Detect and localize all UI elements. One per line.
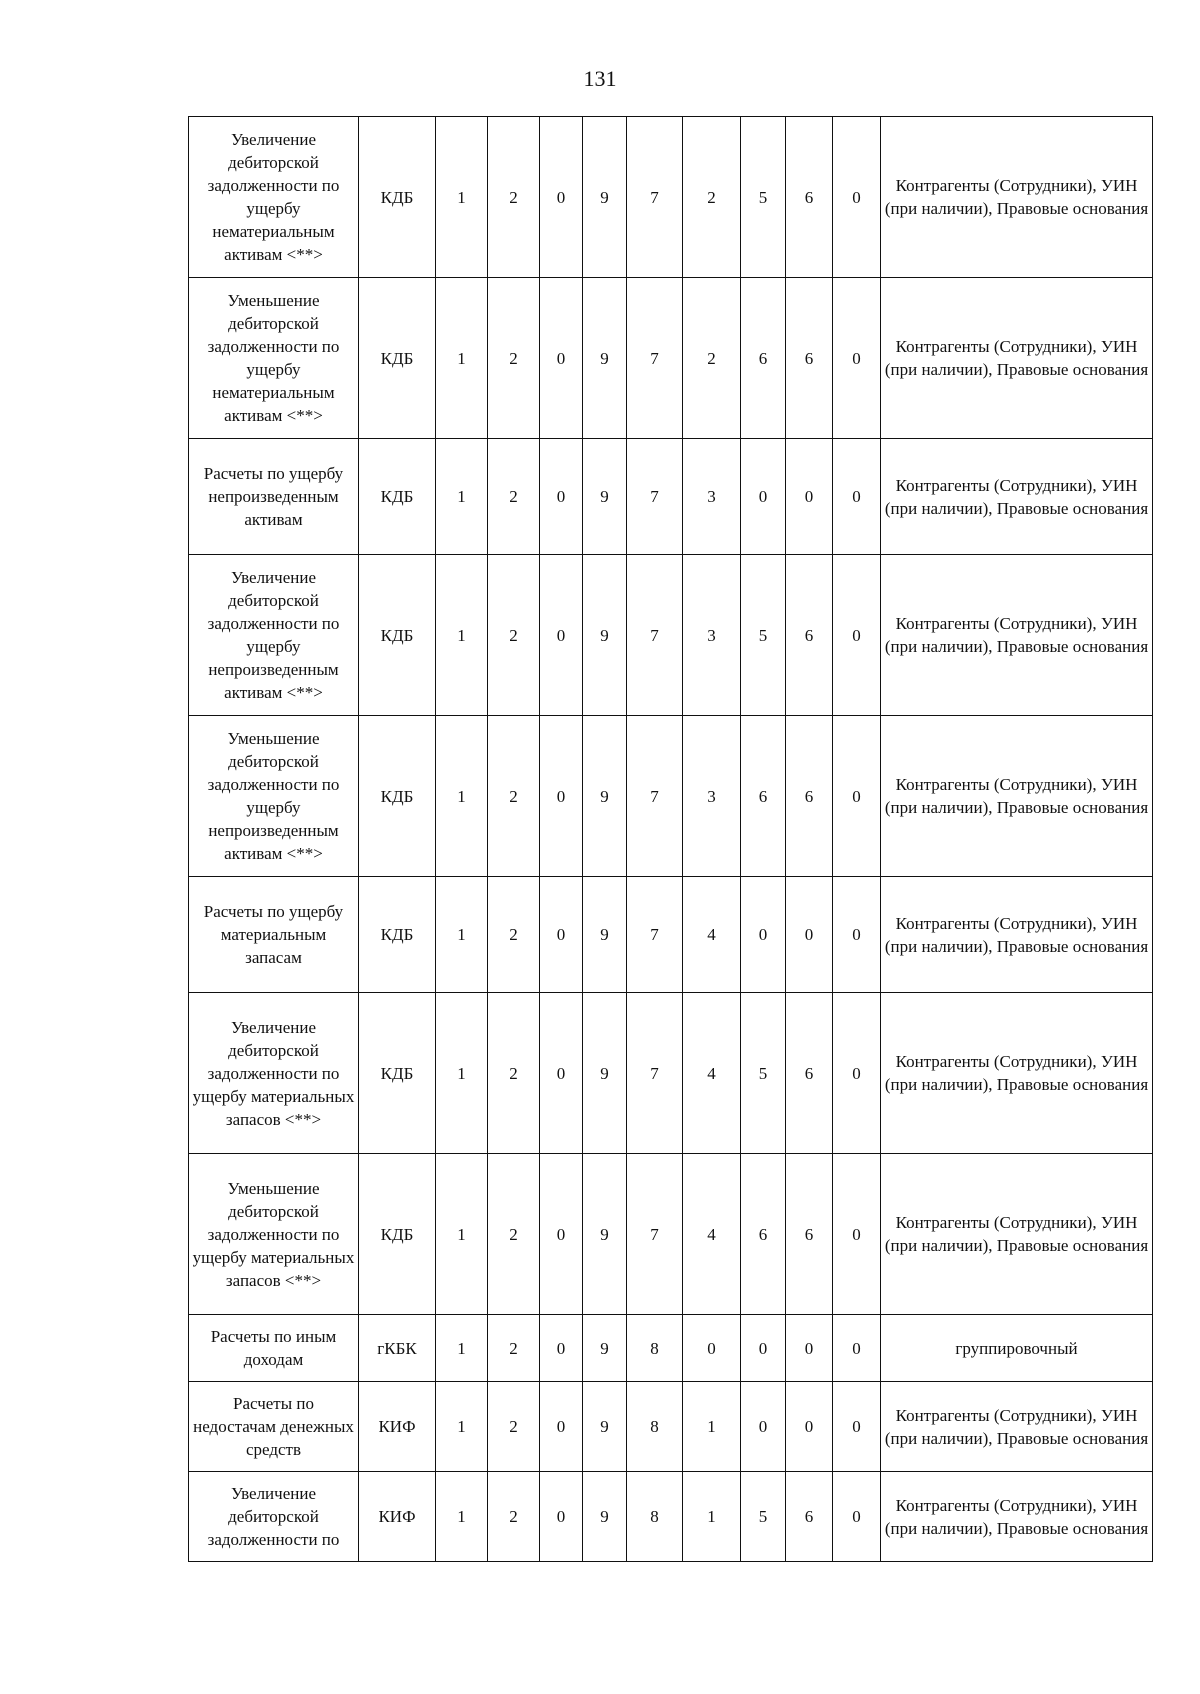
account-digit-cell: 5 — [741, 1472, 786, 1562]
table-row — [189, 1154, 1153, 1315]
account-digit-cell: 9 — [583, 1472, 627, 1562]
account-digit-cell: 2 — [488, 1472, 540, 1562]
account-digit-cell: 5 — [741, 993, 786, 1154]
code-type-cell: КДБ — [359, 716, 436, 877]
account-digit-cell: 1 — [436, 1382, 488, 1472]
account-digit-cell: 6 — [741, 716, 786, 877]
account-digit-cell: 1 — [436, 993, 488, 1154]
account-digit-cell: 1 — [683, 1472, 741, 1562]
account-digit-cell: 0 — [786, 877, 833, 993]
account-digit-cell: 1 — [436, 117, 488, 278]
account-digit-cell: 0 — [741, 439, 786, 555]
account-digit-cell: 9 — [583, 877, 627, 993]
account-name-cell: Расчеты по иным доходам — [189, 1315, 359, 1382]
account-digit-cell: 2 — [488, 117, 540, 278]
account-digit-cell: 1 — [683, 1382, 741, 1472]
account-digit-cell: 0 — [833, 117, 881, 278]
table-row — [189, 877, 1153, 993]
account-digit-cell: 9 — [583, 1154, 627, 1315]
account-digit-cell: 2 — [683, 278, 741, 439]
analytics-cell: Контрагенты (Сотрудники), УИН (при наличии), Правовые основания — [881, 1382, 1153, 1472]
account-digit-cell: 1 — [436, 877, 488, 993]
account-digit-cell: 2 — [488, 716, 540, 877]
analytics-cell: Контрагенты (Сотрудники), УИН (при наличии), Правовые основания — [881, 117, 1153, 278]
code-type-cell: КИФ — [359, 1382, 436, 1472]
analytics-cell: Контрагенты (Сотрудники), УИН (при наличии), Правовые основания — [881, 278, 1153, 439]
account-digit-cell: 2 — [488, 1315, 540, 1382]
account-digit-cell: 2 — [488, 278, 540, 439]
account-digit-cell: 1 — [436, 1472, 488, 1562]
analytics-cell: Контрагенты (Сотрудники), УИН (при наличии), Правовые основания — [881, 1154, 1153, 1315]
account-digit-cell: 1 — [436, 439, 488, 555]
account-name-cell: Расчеты по ущербу непроизведенным активам — [189, 439, 359, 555]
account-digit-cell: 7 — [627, 278, 683, 439]
account-digit-cell: 6 — [786, 716, 833, 877]
account-digit-cell: 0 — [741, 1382, 786, 1472]
account-name-cell: Расчеты по недостачам денежных средств — [189, 1382, 359, 1472]
account-name-cell: Уменьшение дебиторской задолженности по ущербу непроизведенным активам <**> — [189, 716, 359, 877]
account-digit-cell: 6 — [786, 278, 833, 439]
analytics-cell: Контрагенты (Сотрудники), УИН (при наличии), Правовые основания — [881, 877, 1153, 993]
page-number: 131 — [583, 66, 617, 91]
account-digit-cell: 0 — [833, 993, 881, 1154]
table-row — [189, 278, 1153, 439]
account-digit-cell: 5 — [741, 117, 786, 278]
account-digit-cell: 1 — [436, 1154, 488, 1315]
account-digit-cell: 2 — [488, 1382, 540, 1472]
account-name-cell: Увеличение дебиторской задолженности по ущербу материальных запасов <**> — [189, 993, 359, 1154]
account-digit-cell: 9 — [583, 993, 627, 1154]
account-digit-cell: 9 — [583, 1315, 627, 1382]
account-digit-cell: 7 — [627, 1154, 683, 1315]
account-digit-cell: 7 — [627, 555, 683, 716]
account-digit-cell: 2 — [683, 117, 741, 278]
account-digit-cell: 7 — [627, 993, 683, 1154]
account-digit-cell: 3 — [683, 555, 741, 716]
account-digit-cell: 0 — [833, 1154, 881, 1315]
account-digit-cell: 6 — [786, 1472, 833, 1562]
table-row — [189, 1472, 1153, 1562]
account-digit-cell: 0 — [540, 439, 583, 555]
account-digit-cell: 6 — [741, 278, 786, 439]
account-digit-cell: 4 — [683, 1154, 741, 1315]
account-digit-cell: 0 — [540, 877, 583, 993]
analytics-cell: группировочный — [881, 1315, 1153, 1382]
code-type-cell: КДБ — [359, 117, 436, 278]
account-digit-cell: 2 — [488, 1154, 540, 1315]
code-type-cell: КДБ — [359, 278, 436, 439]
account-digit-cell: 9 — [583, 117, 627, 278]
account-digit-cell: 1 — [436, 1315, 488, 1382]
account-digit-cell: 7 — [627, 716, 683, 877]
account-digit-cell: 6 — [786, 1154, 833, 1315]
account-name-cell: Увеличение дебиторской задолженности по ущербу нематериальным активам <**> — [189, 117, 359, 278]
account-digit-cell: 0 — [833, 439, 881, 555]
account-name-cell: Уменьшение дебиторской задолженности по ущербу материальных запасов <**> — [189, 1154, 359, 1315]
account-digit-cell: 5 — [741, 555, 786, 716]
account-digit-cell: 6 — [741, 1154, 786, 1315]
code-type-cell: КДБ — [359, 877, 436, 993]
account-digit-cell: 0 — [786, 439, 833, 555]
account-digit-cell: 0 — [540, 993, 583, 1154]
analytics-cell: Контрагенты (Сотрудники), УИН (при наличии), Правовые основания — [881, 439, 1153, 555]
account-digit-cell: 6 — [786, 117, 833, 278]
account-digit-cell: 0 — [540, 1472, 583, 1562]
account-digit-cell: 4 — [683, 993, 741, 1154]
account-digit-cell: 0 — [540, 1382, 583, 1472]
account-digit-cell: 1 — [436, 716, 488, 877]
account-name-cell: Увеличение дебиторской задолженности по — [189, 1472, 359, 1562]
account-digit-cell: 9 — [583, 716, 627, 877]
account-digit-cell: 0 — [833, 278, 881, 439]
account-name-cell: Расчеты по ущербу материальным запасам — [189, 877, 359, 993]
account-digit-cell: 3 — [683, 439, 741, 555]
account-digit-cell: 0 — [833, 877, 881, 993]
account-digit-cell: 0 — [540, 278, 583, 439]
account-digit-cell: 0 — [786, 1382, 833, 1472]
account-digit-cell: 9 — [583, 1382, 627, 1472]
account-digit-cell: 0 — [741, 877, 786, 993]
table-row — [189, 716, 1153, 877]
account-digit-cell: 6 — [786, 555, 833, 716]
analytics-cell: Контрагенты (Сотрудники), УИН (при наличии), Правовые основания — [881, 555, 1153, 716]
account-digit-cell: 8 — [627, 1382, 683, 1472]
account-digit-cell: 1 — [436, 278, 488, 439]
account-digit-cell: 0 — [786, 1315, 833, 1382]
accounts-table — [188, 116, 1153, 1562]
code-type-cell: КИФ — [359, 1472, 436, 1562]
account-digit-cell: 0 — [540, 1154, 583, 1315]
account-digit-cell: 7 — [627, 117, 683, 278]
analytics-cell: Контрагенты (Сотрудники), УИН (при наличии), Правовые основания — [881, 993, 1153, 1154]
account-digit-cell: 3 — [683, 716, 741, 877]
account-digit-cell: 8 — [627, 1472, 683, 1562]
account-name-cell: Увеличение дебиторской задолженности по ущербу непроизведенным активам <**> — [189, 555, 359, 716]
table-row — [189, 993, 1153, 1154]
account-digit-cell: 0 — [683, 1315, 741, 1382]
account-digit-cell: 4 — [683, 877, 741, 993]
table-row — [189, 1382, 1153, 1472]
account-digit-cell: 6 — [786, 993, 833, 1154]
analytics-cell: Контрагенты (Сотрудники), УИН (при наличии), Правовые основания — [881, 1472, 1153, 1562]
account-digit-cell: 0 — [833, 716, 881, 877]
account-digit-cell: 0 — [540, 716, 583, 877]
code-type-cell: КДБ — [359, 993, 436, 1154]
code-type-cell: КДБ — [359, 1154, 436, 1315]
code-type-cell: КДБ — [359, 555, 436, 716]
account-digit-cell: 2 — [488, 877, 540, 993]
account-digit-cell: 0 — [540, 555, 583, 716]
table-row — [189, 439, 1153, 555]
table-row — [189, 1315, 1153, 1382]
code-type-cell: КДБ — [359, 439, 436, 555]
account-digit-cell: 2 — [488, 993, 540, 1154]
table-row — [189, 555, 1153, 716]
table-body — [189, 117, 1153, 1562]
account-digit-cell: 0 — [540, 1315, 583, 1382]
analytics-cell: Контрагенты (Сотрудники), УИН (при наличии), Правовые основания — [881, 716, 1153, 877]
account-digit-cell: 9 — [583, 278, 627, 439]
table-row — [189, 117, 1153, 278]
account-digit-cell: 0 — [833, 1472, 881, 1562]
account-name-cell: Уменьшение дебиторской задолженности по ущербу нематериальным активам <**> — [189, 278, 359, 439]
account-digit-cell: 9 — [583, 555, 627, 716]
account-digit-cell: 0 — [833, 555, 881, 716]
account-digit-cell: 2 — [488, 439, 540, 555]
account-digit-cell: 2 — [488, 555, 540, 716]
account-digit-cell: 9 — [583, 439, 627, 555]
account-digit-cell: 1 — [436, 555, 488, 716]
account-digit-cell: 0 — [540, 117, 583, 278]
code-type-cell: гКБК — [359, 1315, 436, 1382]
account-digit-cell: 0 — [833, 1382, 881, 1472]
account-digit-cell: 7 — [627, 877, 683, 993]
account-digit-cell: 0 — [833, 1315, 881, 1382]
account-digit-cell: 8 — [627, 1315, 683, 1382]
account-digit-cell: 7 — [627, 439, 683, 555]
account-digit-cell: 0 — [741, 1315, 786, 1382]
